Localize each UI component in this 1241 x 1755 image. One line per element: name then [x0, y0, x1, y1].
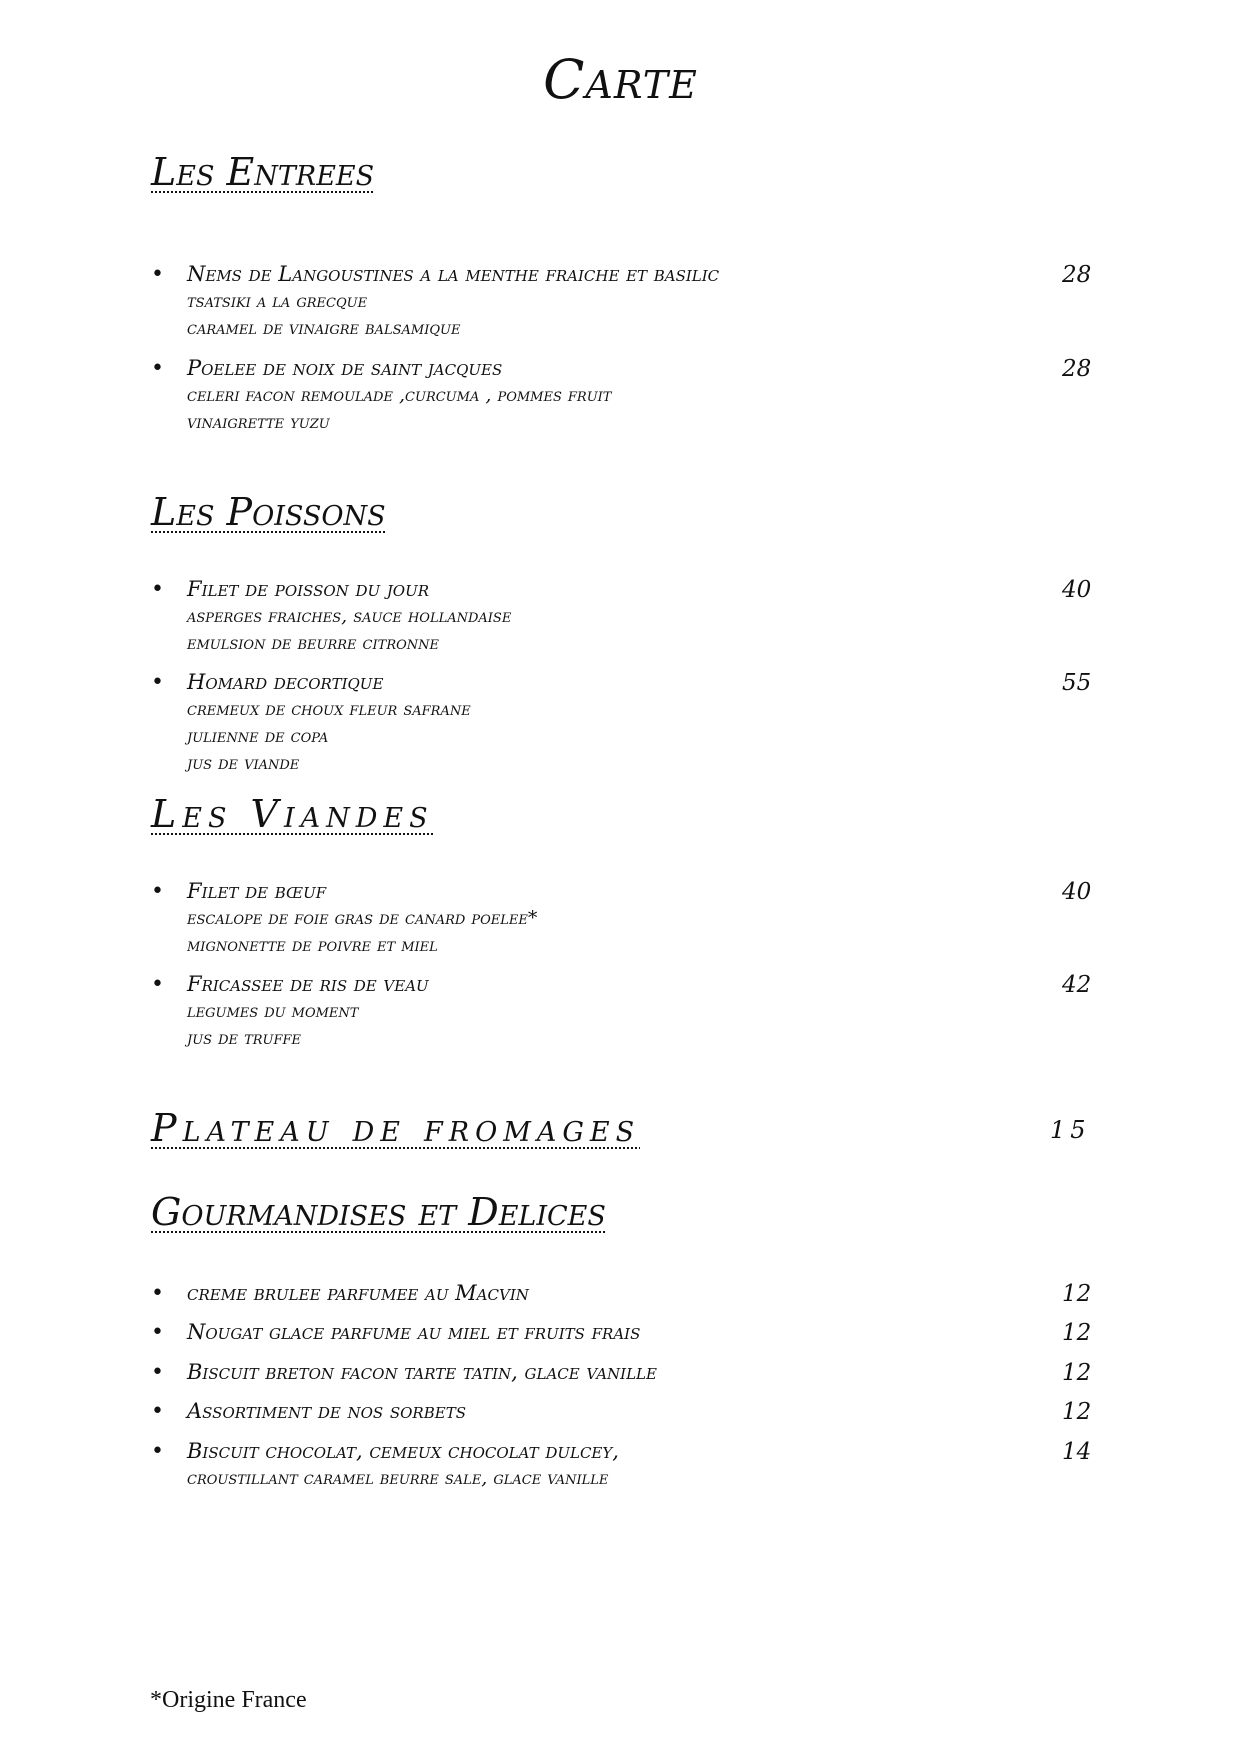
item-description: tsatsiki a la grecque	[187, 290, 368, 312]
item-description: legumes du moment	[187, 1000, 359, 1022]
item-price: 12	[1062, 1360, 1092, 1386]
item-price: 28	[1062, 356, 1092, 382]
bullet-icon: •	[151, 577, 164, 602]
item-description: celeri facon remoulade ,curcuma , pommes fruit	[187, 384, 612, 406]
item-price: 28	[1062, 262, 1092, 288]
item-description: croustillant caramel beurre sale, glace vanille	[187, 1467, 609, 1489]
item-name: Nems de Langoustines a la menthe fraiche et basilic	[187, 262, 720, 286]
item-description: emulsion de beurre citronne	[187, 632, 439, 654]
page-title: Carte	[543, 48, 698, 111]
bullet-icon: •	[151, 1360, 164, 1385]
item-price: 12	[1062, 1320, 1092, 1346]
item-name: creme brulee parfumee au Macvin	[187, 1281, 529, 1305]
item-description: julienne de copa	[187, 725, 329, 747]
bullet-icon: •	[151, 670, 164, 695]
item-price: 12	[1062, 1399, 1092, 1425]
fromages-price: 15	[1050, 1116, 1091, 1144]
section-heading-poissons: Les Poissons	[151, 490, 386, 534]
item-description: mignonette de poivre et miel	[187, 934, 438, 956]
item-description: asperges fraiches, sauce hollandaise	[187, 605, 512, 627]
item-name: Nougat glace parfume au miel et fruits frais	[187, 1320, 641, 1344]
item-price: 40	[1062, 577, 1092, 603]
item-price: 42	[1062, 972, 1092, 998]
item-name: Filet de poisson du jour	[187, 577, 430, 601]
bullet-icon: •	[151, 879, 164, 904]
item-price: 40	[1062, 879, 1092, 905]
item-description: caramel de vinaigre balsamique	[187, 317, 461, 339]
item-name: Biscuit breton facon tarte tatin, glace vanille	[187, 1360, 657, 1384]
section-heading-entrees: Les Entrees	[151, 150, 375, 194]
item-name: Poelee de noix de saint jacques	[187, 356, 503, 380]
item-description: jus de truffe	[187, 1027, 302, 1049]
bullet-icon: •	[151, 1399, 164, 1424]
item-price: 55	[1062, 670, 1092, 696]
bullet-icon: •	[151, 1320, 164, 1345]
item-name: Filet de bœuf	[187, 879, 327, 903]
item-name: Assortiment de nos sorbets	[187, 1399, 466, 1423]
footnote: *Origine France	[150, 1687, 307, 1713]
item-name: Fricassee de ris de veau	[187, 972, 429, 996]
item-price: 14	[1062, 1439, 1092, 1465]
section-heading-fromages: Plateau de fromages	[151, 1106, 641, 1150]
section-heading-viandes: Les Viandes	[151, 792, 434, 836]
item-description: vinaigrette yuzu	[187, 411, 330, 433]
item-name: Biscuit chocolat, cemeux chocolat dulcey,	[187, 1439, 619, 1463]
item-name: Homard decortique	[187, 670, 384, 694]
bullet-icon: •	[151, 356, 164, 381]
item-description: jus de viande	[187, 752, 300, 774]
item-description: escalope de foie gras de canard poelee*	[187, 907, 538, 929]
bullet-icon: •	[151, 972, 164, 997]
bullet-icon: •	[151, 262, 164, 287]
bullet-icon: •	[151, 1281, 164, 1306]
section-heading-desserts: Gourmandises et Delices	[151, 1190, 606, 1234]
bullet-icon: •	[151, 1439, 164, 1464]
item-price: 12	[1062, 1281, 1092, 1307]
item-description: cremeux de choux fleur safrane	[187, 698, 471, 720]
